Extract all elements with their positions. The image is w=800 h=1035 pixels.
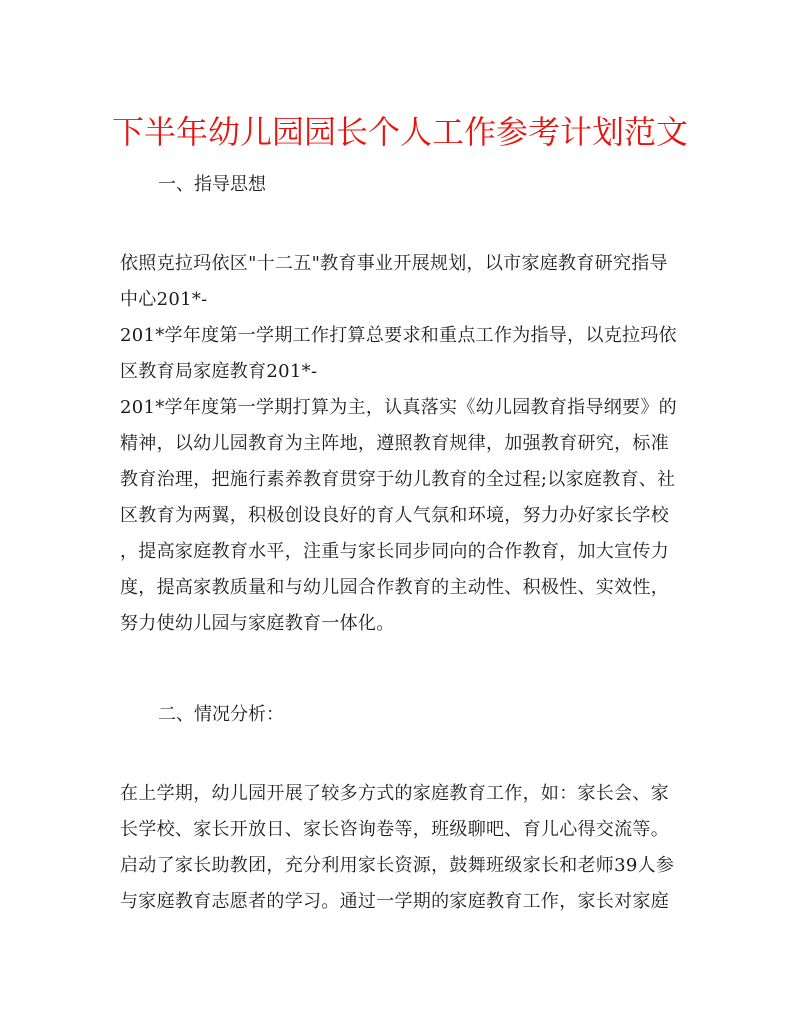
text-line: 区教育为两翼，积极创设良好的育人气氛和环境，努力办好家长学校	[120, 505, 669, 526]
text-line: 努力使幼儿园与家庭教育一体化。	[120, 613, 395, 634]
section-body-situation-analysis	[120, 776, 690, 920]
section-body-guiding-ideology	[120, 246, 690, 642]
text-line: 区教育局家庭教育201*-	[120, 361, 318, 382]
text-line: ，提高家庭教育水平，注重与家长同步同向的合作教育，加大宣传力	[120, 541, 669, 562]
text-line: 依照克拉玛依区"十二五"教育事业开展规划，以市家庭教育研究指导	[120, 253, 668, 274]
text-line: 在上学期，幼儿园开展了较多方式的家庭教育工作，如：家长会、家	[120, 783, 669, 804]
text-line: 教育治理，把施行素养教育贯穿于幼儿教育的全过程;以家庭教育、社	[120, 469, 676, 490]
document-title: 下半年幼儿园园长个人工作参考计划范文	[111, 113, 688, 151]
section-heading-situation-analysis: 二、情况分析：	[158, 704, 284, 725]
text-line: 201*学年度第一学期打算为主，认真落实《幼儿园教育指导纲要》的	[120, 397, 677, 418]
section-heading-guiding-ideology: 一、指导思想	[158, 174, 266, 195]
text-line: 启动了家长助教团，充分利用家长资源，鼓舞班级家长和老师39人参	[120, 855, 675, 876]
text-line: 与家庭教育志愿者的学习。通过一学期的家庭教育工作，家长对家庭	[120, 891, 669, 912]
text-line: 精神，以幼儿园教育为主阵地，遵照教育规律，加强教育研究，标准	[120, 433, 669, 454]
text-line: 度，提高家教质量和与幼儿园合作教育的主动性、积极性、实效性，	[120, 577, 669, 598]
text-line: 中心201*-	[120, 289, 208, 310]
text-line: 长学校、家长开放日、家长咨询卷等，班级聊吧、育儿心得交流等。	[120, 819, 669, 840]
text-line: 201*学年度第一学期工作打算总要求和重点工作为指导，以克拉玛依	[120, 325, 677, 346]
